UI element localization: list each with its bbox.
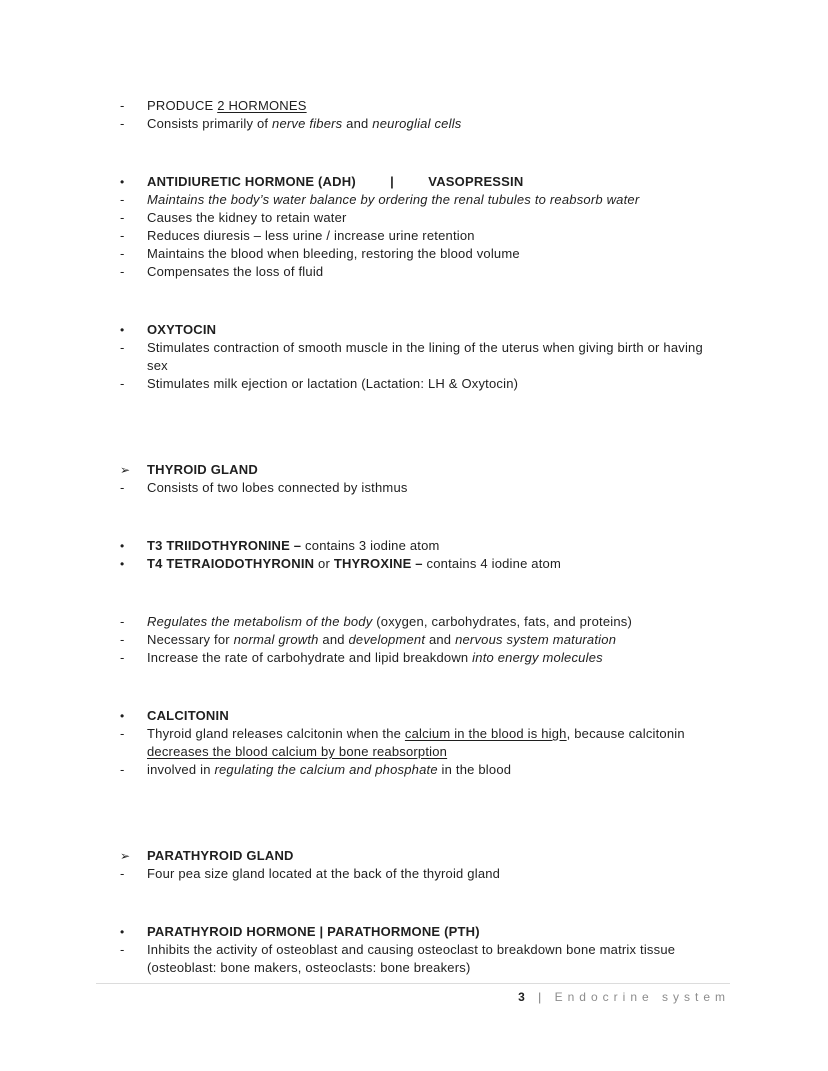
arrow-marker: ➢ bbox=[120, 849, 131, 863]
bullet-marker: • bbox=[120, 557, 125, 571]
dash-marker: - bbox=[120, 942, 125, 957]
text-segment: THYROID GLAND bbox=[147, 462, 258, 477]
text-segment: OXYTOCIN bbox=[147, 322, 217, 337]
text-segment: Four pea size gland located at the back of the thyroid gland bbox=[147, 866, 501, 881]
dash-marker: - bbox=[120, 632, 125, 647]
text-segment: 2 HORMONES bbox=[217, 98, 307, 113]
list-item bbox=[120, 923, 722, 941]
line-text bbox=[147, 941, 722, 977]
dash-marker: - bbox=[120, 228, 125, 243]
text-segment: regulating the calcium and phosphate bbox=[214, 762, 438, 777]
line-text bbox=[147, 173, 722, 191]
text-segment: ANTIDIURETIC HORMONE (ADH) | VASOPRESSIN bbox=[147, 174, 524, 189]
dash-marker: - bbox=[120, 376, 125, 391]
line-text bbox=[147, 923, 722, 941]
list-item bbox=[120, 191, 722, 209]
bullet-marker: • bbox=[120, 925, 125, 939]
text-segment: (oxygen, carbohydrates, fats, and proteins) bbox=[372, 614, 632, 629]
dash-marker: - bbox=[120, 650, 125, 665]
list-item bbox=[120, 173, 722, 191]
line-text bbox=[147, 461, 722, 479]
text-segment: PARATHYROID HORMONE | PARATHORMONE (PTH) bbox=[147, 924, 480, 939]
text-block bbox=[120, 707, 722, 779]
list-item bbox=[120, 115, 722, 133]
line-text bbox=[147, 865, 722, 883]
list-item bbox=[120, 941, 722, 977]
list-item bbox=[120, 631, 722, 649]
dash-marker: - bbox=[120, 116, 125, 131]
list-item bbox=[120, 245, 722, 263]
text-segment: T3 TRIIDOTHYRONINE – bbox=[147, 538, 302, 553]
list-item bbox=[120, 865, 722, 883]
dash-marker: - bbox=[120, 614, 125, 629]
list-item bbox=[120, 461, 722, 479]
text-segment: PRODUCE bbox=[147, 98, 218, 113]
line-text bbox=[147, 707, 722, 725]
dash-marker: - bbox=[120, 480, 125, 495]
list-item bbox=[120, 263, 722, 281]
dash-marker: - bbox=[120, 264, 125, 279]
line-text bbox=[147, 631, 722, 649]
list-item bbox=[120, 375, 722, 393]
text-segment: Necessary for bbox=[147, 632, 234, 647]
list-item bbox=[120, 707, 722, 725]
list-item bbox=[120, 339, 722, 375]
text-segment: CALCITONIN bbox=[147, 708, 229, 723]
line-text bbox=[147, 245, 722, 263]
list-item bbox=[120, 537, 722, 555]
text-segment: Inhibits the activity of osteoblast and causing osteoclast to breakdown bone matrix tissue (osteoblast: bone makers, osteoclasts: bone breakers) bbox=[147, 942, 676, 975]
text-segment: Regulates the metabolism of the body bbox=[147, 614, 373, 629]
text-segment: and bbox=[318, 632, 349, 647]
list-item bbox=[120, 97, 722, 115]
line-text bbox=[147, 263, 722, 281]
text-segment: Consists primarily of bbox=[147, 116, 273, 131]
line-text bbox=[147, 375, 722, 393]
text-segment: contains 4 iodine atom bbox=[422, 556, 562, 571]
text-segment: Maintains the blood when bleeding, restoring the blood volume bbox=[147, 246, 520, 261]
list-item bbox=[120, 321, 722, 339]
bullet-marker: • bbox=[120, 323, 125, 337]
text-block bbox=[120, 537, 722, 573]
text-segment: Reduces diuresis – less urine / increase urine retention bbox=[147, 228, 475, 243]
text-segment: Stimulates milk ejection or lactation (Lactation: LH & Oxytocin) bbox=[147, 376, 519, 391]
line-text bbox=[147, 97, 722, 115]
line-text bbox=[147, 613, 722, 631]
list-item bbox=[120, 479, 722, 497]
text-block bbox=[120, 173, 722, 281]
dash-marker: - bbox=[120, 246, 125, 261]
dash-marker: - bbox=[120, 866, 125, 881]
dash-marker: - bbox=[120, 340, 125, 355]
text-segment: and bbox=[342, 116, 373, 131]
line-text bbox=[147, 209, 722, 227]
text-block bbox=[120, 613, 722, 667]
line-text bbox=[147, 321, 722, 339]
text-segment: Stimulates contraction of smooth muscle in the lining of the uterus when giving birth or having sex bbox=[147, 340, 703, 373]
text-segment: , because calcitonin bbox=[566, 726, 685, 741]
line-text bbox=[147, 537, 722, 555]
list-item bbox=[120, 209, 722, 227]
text-block bbox=[120, 321, 722, 393]
arrow-marker: ➢ bbox=[120, 463, 131, 477]
text-segment: calcium in the blood is high bbox=[404, 726, 567, 741]
list-item bbox=[120, 761, 722, 779]
list-item bbox=[120, 649, 722, 667]
text-segment: into energy molecules bbox=[472, 650, 603, 665]
text-segment: Maintains the body’s water balance by ordering the renal tubules to reabsorb water bbox=[147, 192, 640, 207]
text-segment: in the blood bbox=[437, 762, 512, 777]
text-segment: neuroglial cells bbox=[372, 116, 462, 131]
dash-marker: - bbox=[120, 210, 125, 225]
bullet-marker: • bbox=[120, 539, 125, 553]
line-text bbox=[147, 479, 722, 497]
line-text bbox=[147, 649, 722, 667]
text-segment: involved in bbox=[147, 762, 215, 777]
page-number: 3 bbox=[518, 990, 530, 1004]
bullet-marker: • bbox=[120, 175, 125, 189]
text-segment: T4 TETRAIODOTHYRONIN bbox=[147, 556, 315, 571]
text-block bbox=[120, 97, 722, 133]
line-text bbox=[147, 115, 722, 133]
list-item bbox=[120, 227, 722, 245]
list-item bbox=[120, 725, 722, 761]
text-segment: normal growth bbox=[233, 632, 319, 647]
text-segment: nervous system maturation bbox=[455, 632, 617, 647]
text-block bbox=[120, 923, 722, 977]
text-segment: contains 3 iodine atom bbox=[301, 538, 440, 553]
dash-marker: - bbox=[120, 98, 125, 113]
text-segment: Compensates the loss of fluid bbox=[147, 264, 324, 279]
text-segment: Thyroid gland releases calcitonin when the bbox=[147, 726, 405, 741]
dash-marker: - bbox=[120, 762, 125, 777]
bullet-marker: • bbox=[120, 709, 125, 723]
line-text bbox=[147, 725, 722, 761]
line-text bbox=[147, 191, 722, 209]
text-segment: decreases the blood calcium by bone reabsorption bbox=[147, 744, 448, 759]
text-segment: or bbox=[314, 556, 334, 571]
text-segment: THYROXINE – bbox=[333, 556, 423, 571]
text-segment: nerve fibers bbox=[272, 116, 343, 131]
text-segment: Causes the kidney to retain water bbox=[147, 210, 347, 225]
footer-separator: | bbox=[538, 990, 547, 1004]
line-text bbox=[147, 847, 722, 865]
dash-marker: - bbox=[120, 726, 125, 741]
page-footer bbox=[96, 983, 730, 1004]
text-segment: PARATHYROID GLAND bbox=[147, 848, 294, 863]
text-block bbox=[120, 461, 722, 497]
text-segment: Consists of two lobes connected by isthmus bbox=[147, 480, 408, 495]
text-block bbox=[120, 847, 722, 883]
line-text bbox=[147, 555, 722, 573]
line-text bbox=[147, 339, 722, 375]
text-segment: and bbox=[425, 632, 456, 647]
dash-marker: - bbox=[120, 192, 125, 207]
list-item bbox=[120, 613, 722, 631]
list-item bbox=[120, 847, 722, 865]
text-segment: Increase the rate of carbohydrate and lipid breakdown bbox=[147, 650, 473, 665]
list-item bbox=[120, 555, 722, 573]
text-segment: development bbox=[348, 632, 426, 647]
footer-section-title: Endocrine system bbox=[554, 990, 730, 1004]
line-text bbox=[147, 227, 722, 245]
line-text bbox=[147, 761, 722, 779]
